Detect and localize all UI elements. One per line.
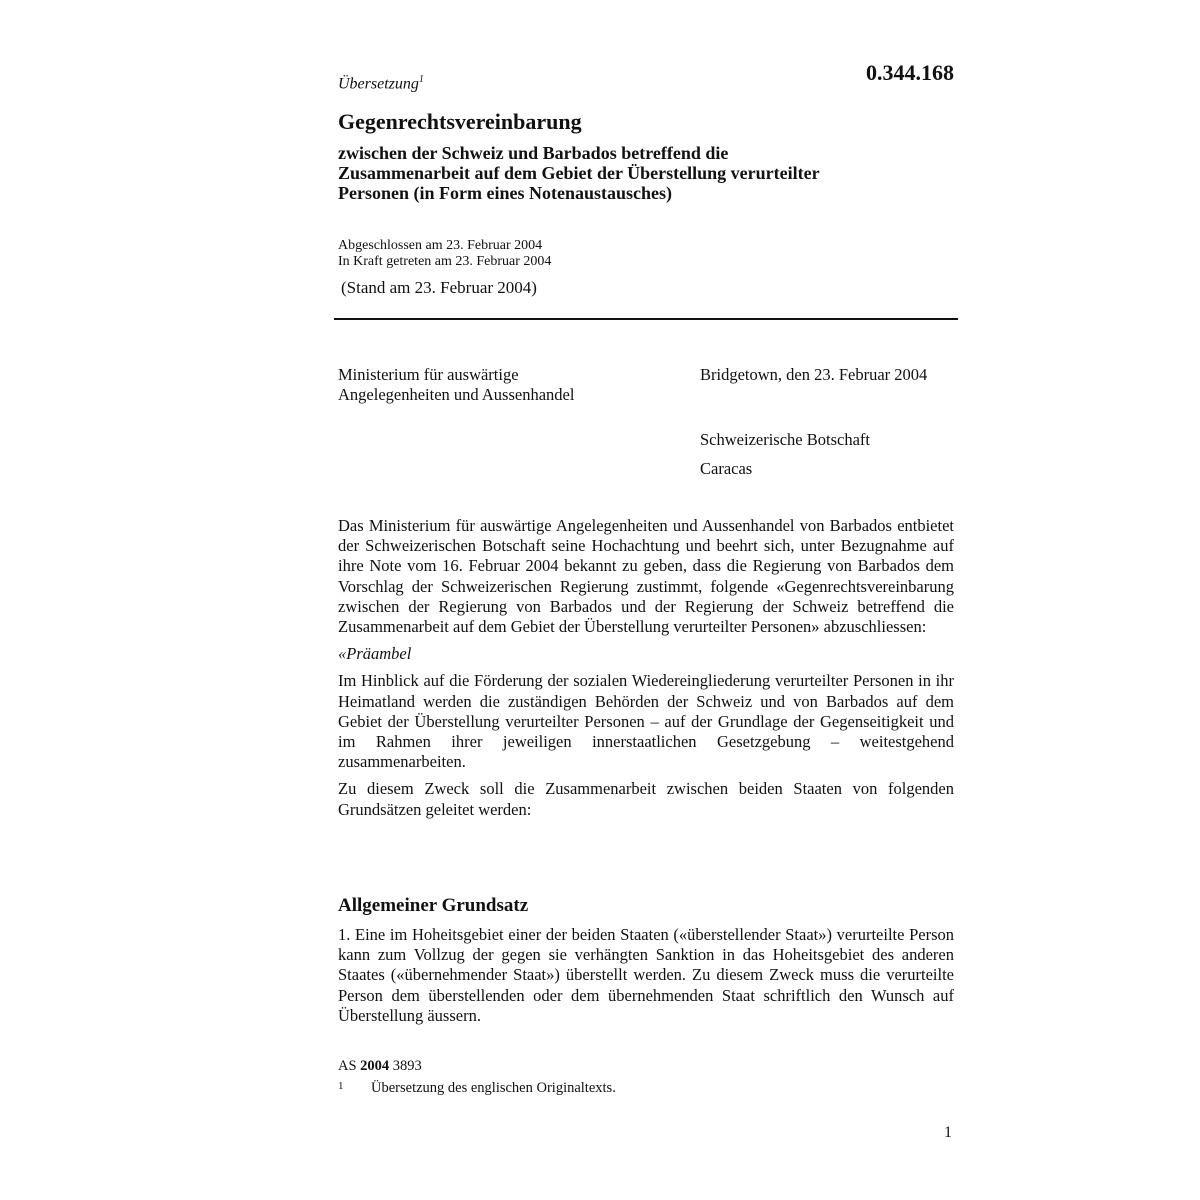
sr-number: 0.344.168 <box>866 60 954 85</box>
footnote-ref: 1 <box>418 74 424 85</box>
document-title: Gegenrechtsvereinbarung <box>338 109 582 134</box>
preamble-heading: «Präambel <box>338 644 412 664</box>
preamble-paragraph: Im Hinblick auf die Förderung der sozialen Wiedereingliederung verurteilter Personen in ihr Heimatland werden die zuständigen Behörden der Schweiz und von Barbados auf dem Gebiet der Überstellung verurteilter Personen – auf der Grundlage der Gegenseitigkeit und im Rahmen ihrer jeweiligen innerstaatlichen Gesetzgebung – weitestgehend zusammenarbeiten. <box>338 671 954 772</box>
intro-paragraph: Das Ministerium für auswärtige Angelegenheiten und Aussenhandel von Barbados entbietet der Schweizerischen Botschaft seine Hochachtung und beehrt sich, unter Bezugnahme auf ihre Note vom 16. Februar 2004 bekannt zu geben, dass die Regierung von Barbados dem Vorschlag der Schweizerischen Regierung zustimmt, folgende «Gegenrechtsvereinbarung zwischen der Regierung von Barbados und der Regierung der Schweiz betreffend die Zusammenarbeit auf dem Gebiet der Überstellung verurteilter Personen» abzuschliessen: <box>338 516 954 637</box>
subtitle-line: zwischen der Schweiz und Barbados betreffend die <box>338 143 729 163</box>
footnote-number: 1 <box>338 1080 344 1092</box>
sender-line: Ministerium für auswärtige <box>338 365 519 384</box>
document-meta <box>338 238 551 270</box>
in-force-date: In Kraft getreten am 23. Februar 2004 <box>338 254 552 269</box>
letter-place-date: Bridgetown, den 23. Februar 2004 <box>700 365 928 384</box>
letter-body <box>338 516 954 827</box>
official-collection-reference <box>338 1058 422 1075</box>
subtitle-line: Zusammenarbeit auf dem Gebiet der Überstellung verurteilter <box>338 163 820 183</box>
recipient-line: Schweizerische Botschaft <box>700 430 870 449</box>
letter-recipient <box>700 425 870 483</box>
page-number: 1 <box>944 1124 952 1141</box>
article-paragraph: 1. Eine im Hoheitsgebiet einer der beiden Staaten («überstellender Staat») verurteilte Person kann zum Vollzug der gegen sie verhängten Sanktion in das Hoheitsgebiet des anderen Staates («übernehmender Staat») überstellt werden. Zu diesem Zweck muss die verurteilte Person dem überstellenden oder dem übernehmenden Staat schriftlich den Wunsch auf Überstellung äussern. <box>338 925 954 1025</box>
footnote-text: Übersetzung des englischen Originaltexts. <box>371 1080 616 1096</box>
footnote <box>338 1080 616 1097</box>
recipient-line: Caracas <box>700 459 753 478</box>
horizontal-rule <box>334 318 958 320</box>
section-heading: Allgemeiner Grundsatz <box>338 895 529 916</box>
as-year: 2004 <box>360 1058 390 1074</box>
as-page: 3893 <box>392 1058 422 1074</box>
status-date: (Stand am 23. Februar 2004) <box>341 278 537 297</box>
sender-line: Angelegenheiten und Aussenhandel <box>338 385 575 404</box>
subtitle-line: Personen (in Form eines Notenaustausches) <box>338 183 672 203</box>
document-subtitle <box>338 143 938 203</box>
as-prefix: AS <box>338 1058 357 1074</box>
translation-label <box>338 74 424 93</box>
concluded-date: Abgeschlossen am 23. Februar 2004 <box>338 238 543 253</box>
letter-sender <box>338 365 574 405</box>
purpose-paragraph: Zu diesem Zweck soll die Zusammenarbeit zwischen beiden Staaten von folgenden Grundsätzen geleitet werden: <box>338 779 954 819</box>
translation-text: Übersetzung <box>338 75 419 93</box>
